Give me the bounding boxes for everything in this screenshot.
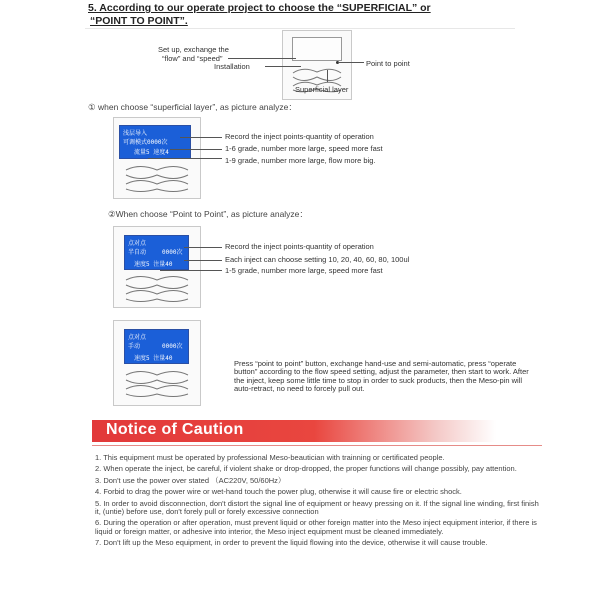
leader-1-3 (148, 158, 222, 159)
screen-line-2b: 0000次 (162, 343, 183, 350)
heading-line-1: 5. According to our operate project to choose the “SUPERFICIAL” or (88, 2, 431, 14)
leader-2-3 (160, 270, 222, 271)
screen-line-1: 点对点 (128, 334, 147, 341)
point-leader (338, 62, 364, 63)
leader-1-1 (180, 137, 222, 138)
caution-item: 3. Don't use the power over stated （AC220V, 50/60Hz） (95, 475, 286, 485)
caution-list (95, 454, 545, 551)
screen-line-1: 浅层导入 (123, 130, 148, 137)
point-to-point-instructions: Press “point to point” button, exchange hand-use and semi-automatic, press “operate button” according to the flow speed setting, adjust the parameter, then start to work. After the inject, keep some little time to stop in order to suck products, then the Meso-pin will auto-retract, no need to forcely pull out. (234, 359, 529, 394)
section-1-title: ① when choose “superficial layer”, as picture analyze： (88, 102, 297, 112)
device-buttons-icon (122, 162, 192, 194)
point-device-manual (113, 320, 201, 406)
device-buttons-icon (122, 367, 192, 399)
setup-label: Set up, exchange the “flow” and “speed” (158, 45, 229, 63)
point-screen (124, 235, 189, 270)
caution-banner (92, 420, 496, 442)
installation-label: Installation (214, 62, 250, 71)
leader-2-1 (184, 247, 222, 248)
setup-leader (228, 58, 296, 59)
point-note-2: Each inject can choose setting 10, 20, 40, 60, 80, 100ul (225, 255, 410, 264)
superficial-screen (119, 125, 191, 159)
superficial-leader (327, 70, 328, 82)
manual-screen (124, 329, 189, 364)
section-2-title: ②When choose “Point to Point”, as picture analyze： (108, 209, 308, 219)
superficial-note-1: Record the inject points-quantity of operation (225, 132, 374, 141)
caution-item: 4. Forbid to drag the power wire or wet-hand touch the power plug, otherwise it will cause fire or electric shock. (95, 487, 462, 497)
superficial-note-3: 1-9 grade, number more large, flow more big. (225, 156, 376, 165)
caution-item: 7. Don't lift up the Meso equipment, in order to prevent the liquid flowing into the device, otherwise it will cause trouble. (95, 538, 488, 548)
device-buttons-icon (122, 272, 192, 304)
caution-title: Notice of Caution (106, 421, 244, 438)
superficial-note-2: 1-6 grade, number more large, speed more fast (225, 144, 383, 153)
heading-line-2: “POINT TO POINT”. (90, 15, 188, 27)
screen-line-1: 点对点 (128, 240, 147, 247)
point-note-1: Record the inject points-quantity of operation (225, 242, 374, 251)
caution-item: 1. This equipment must be operated by professional Meso-beautician with trainning or certificated people. (95, 453, 445, 462)
caution-divider (92, 445, 542, 446)
leader-2-2 (184, 260, 222, 261)
screen-line-2: 半自动 (128, 249, 147, 256)
point-to-point-label: Point to point (366, 59, 410, 68)
point-device (113, 226, 201, 308)
caution-item: 2. When operate the inject, be careful, if violent shake or drop-dropped, the proper functions will change possibly, pay attention. (95, 464, 517, 474)
divider (85, 28, 515, 29)
caution-item: 5. In order to avoid disconnection, don't distort the signal line of equipment or heavy pressing on it. If the signal line winding, first finish it, (untie) before use, don't forely pull or forely excessive connection (95, 498, 539, 517)
caution-item: 6. During the operation or after operation, must prevent liquid or other foreign matter into the Meso inject equipment interior, if there is liquid or foreign matter, or adhesive into interior, the Meso inject equipment must be cleaned immediately. (95, 518, 537, 536)
section-heading (88, 2, 431, 28)
superficial-layer-label: Superficial layer (295, 85, 349, 94)
device-screen (292, 37, 342, 61)
screen-line-3: 速度5 注量40 (134, 261, 173, 268)
screen-line-2: 可调模式0000次 (123, 139, 168, 146)
screen-line-3: 速度5 注量40 (134, 355, 173, 362)
installation-leader (265, 66, 301, 67)
point-note-3: 1-5 grade, number more large, speed more fast (225, 266, 383, 275)
screen-line-2: 手动 (128, 343, 141, 350)
screen-line-2b: 0000次 (162, 249, 183, 256)
screen-line-3: 流量5 速度4 (134, 149, 169, 156)
leader-1-2 (170, 149, 222, 150)
